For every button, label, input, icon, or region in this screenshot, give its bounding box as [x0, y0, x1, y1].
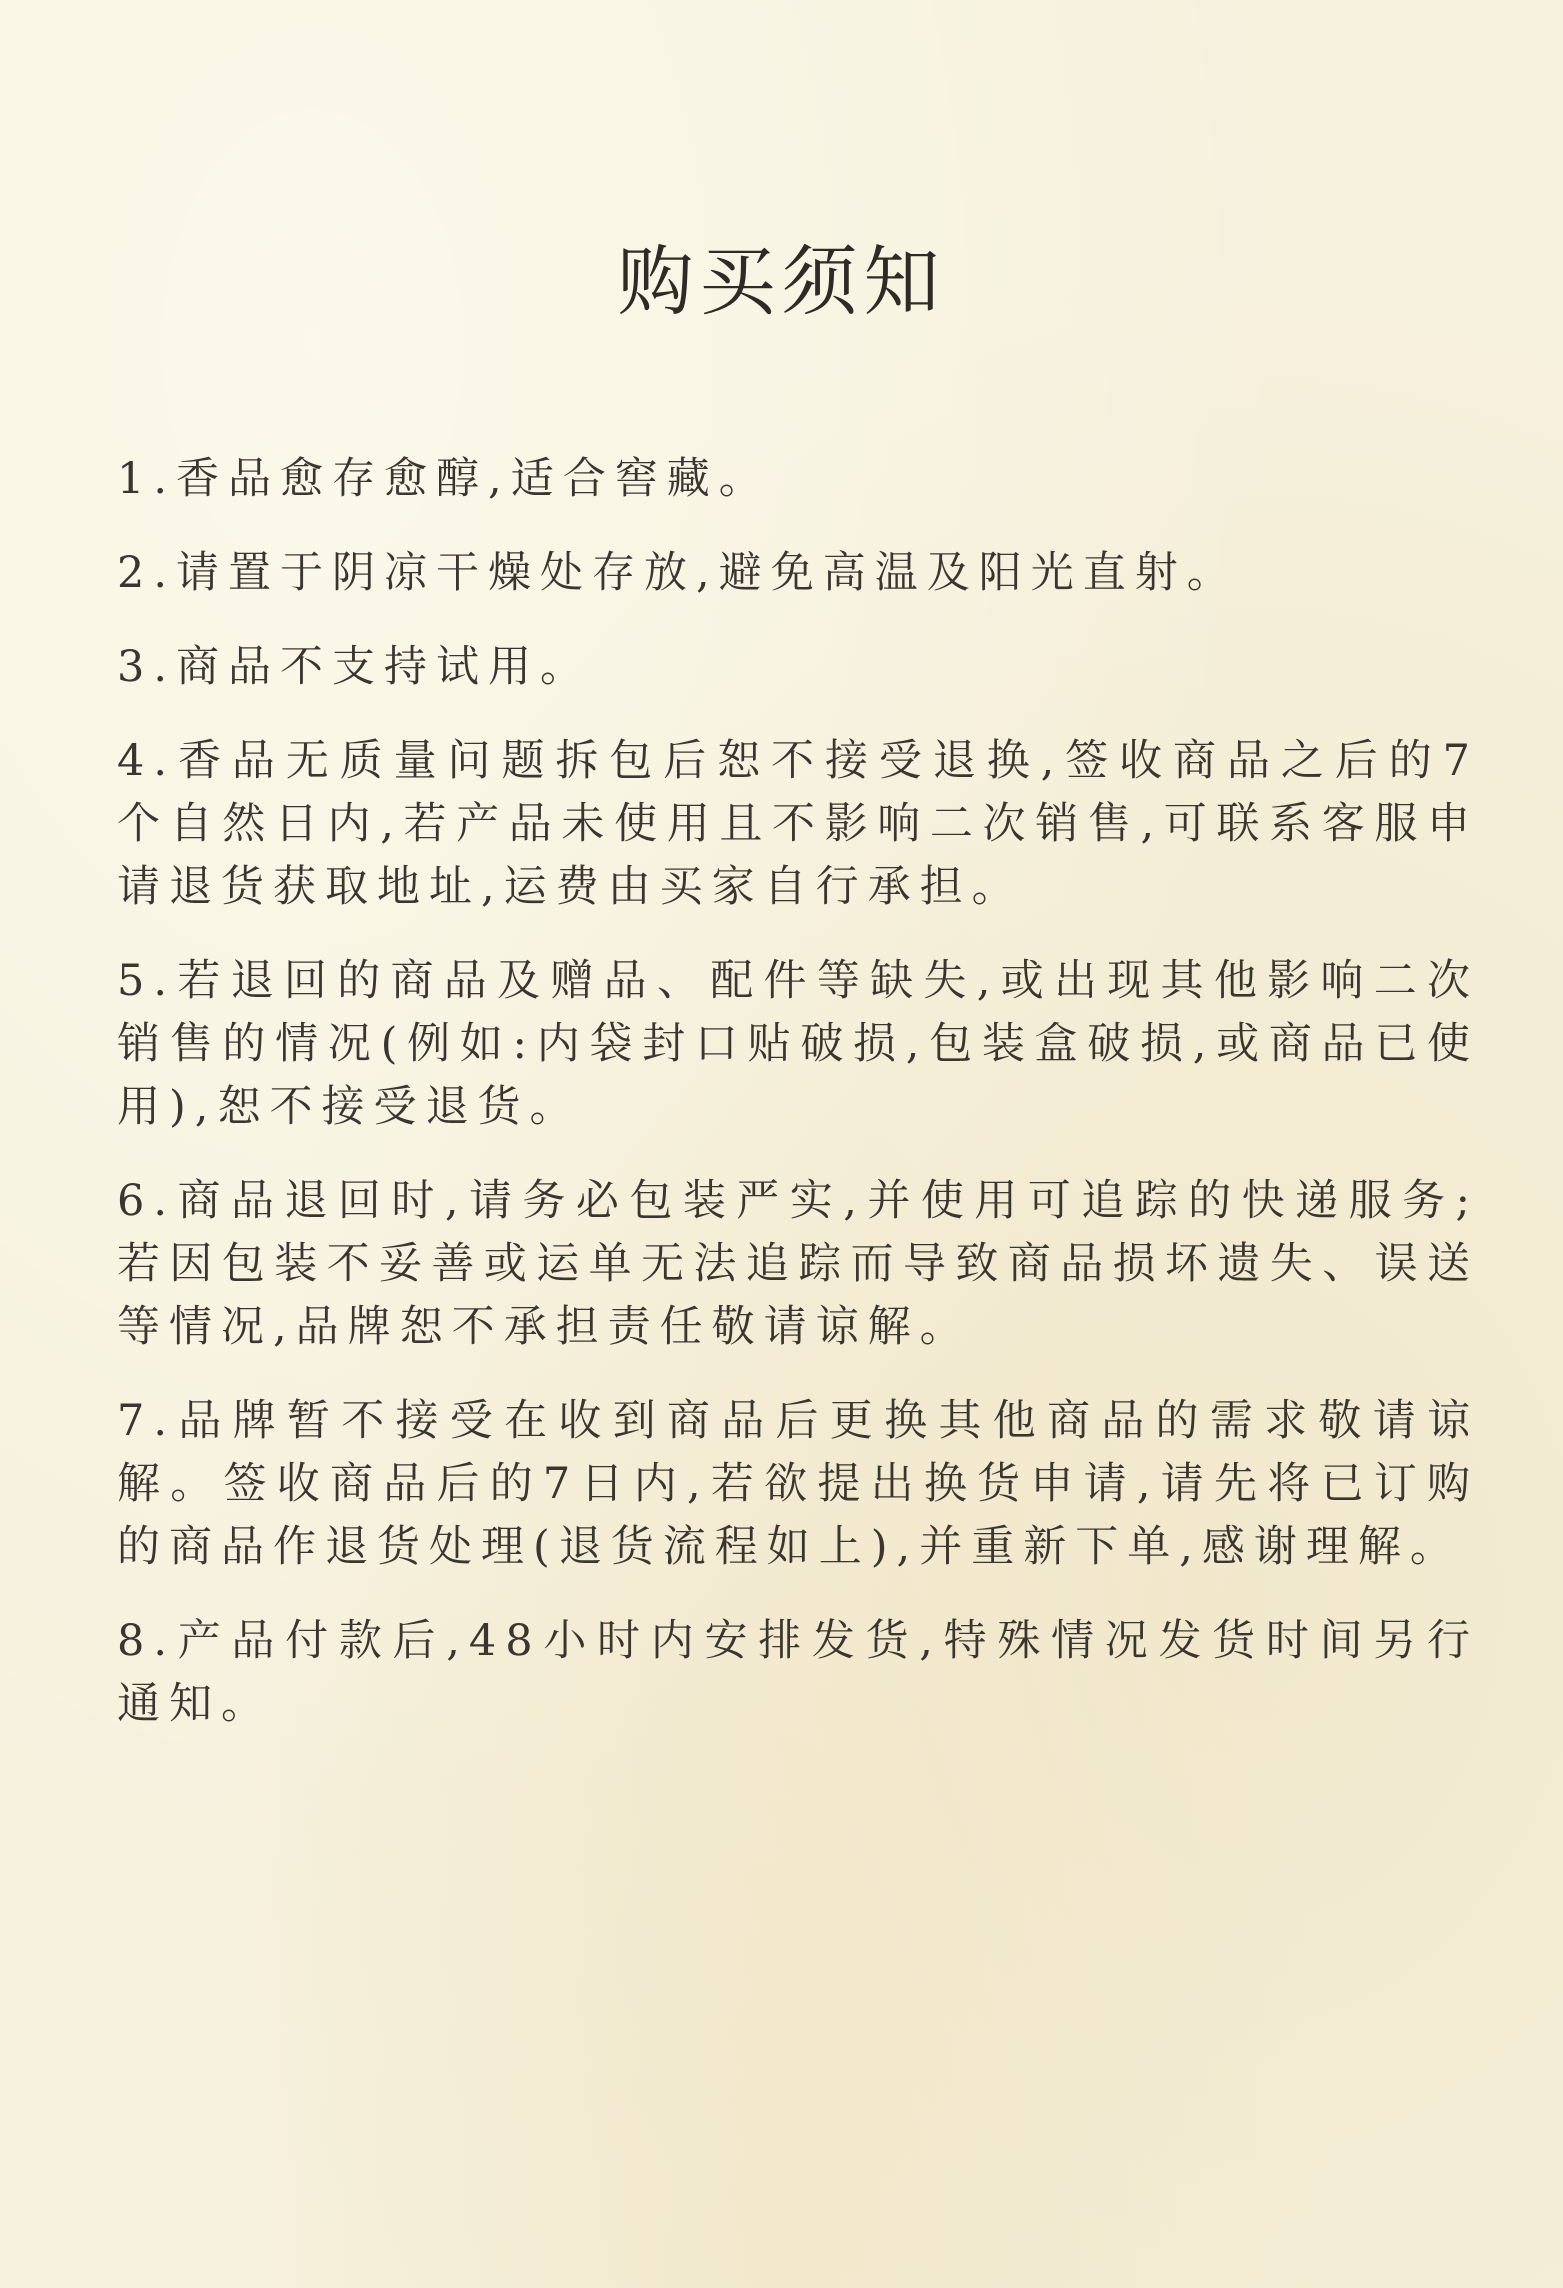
- notice-item-7: 7.品牌暂不接受在收到商品后更换其他商品的需求敬请谅解。签收商品后的7日内,若欲提出换货申请,请先将已订购的商品作退货处理(退货流程如上),并重新下单,感谢理解。: [117, 1396, 1479, 1572]
- notice-item-5: 5.若退回的商品及赠品、配件等缺失,或出现其他影响二次销售的情况(例如:内袋封口贴破损,包装盒破损,或商品已使用),恕不接受退货。: [117, 956, 1479, 1132]
- notice-item-2: 2.请置于阴凉干燥处存放,避免高温及阳光直射。: [117, 548, 1239, 598]
- notice-item-4: 4.香品无质量问题拆包后恕不接受退换,签收商品之后的7个自然日内,若产品未使用且不影响二次销售,可联系客服申请退货获取地址,运费由买家自行承担。: [117, 736, 1479, 912]
- notice-list: [117, 448, 1479, 1767]
- notice-item-8: 8.产品付款后,48小时内安排发货,特殊情况发货时间另行通知。: [117, 1616, 1479, 1729]
- notice-item-1: 1.香品愈存愈醇,适合窖藏。: [117, 454, 771, 504]
- notice-item-6: 6.商品退回时,请务必包装严实,并使用可追踪的快递服务;若因包装不妥善或运单无法追踪而导致商品损坏遗失、误送等情况,品牌恕不承担责任敬请谅解。: [117, 1176, 1479, 1352]
- page-title: 购买须知: [617, 237, 946, 326]
- notice-item-3: 3.商品不支持试用。: [117, 642, 593, 692]
